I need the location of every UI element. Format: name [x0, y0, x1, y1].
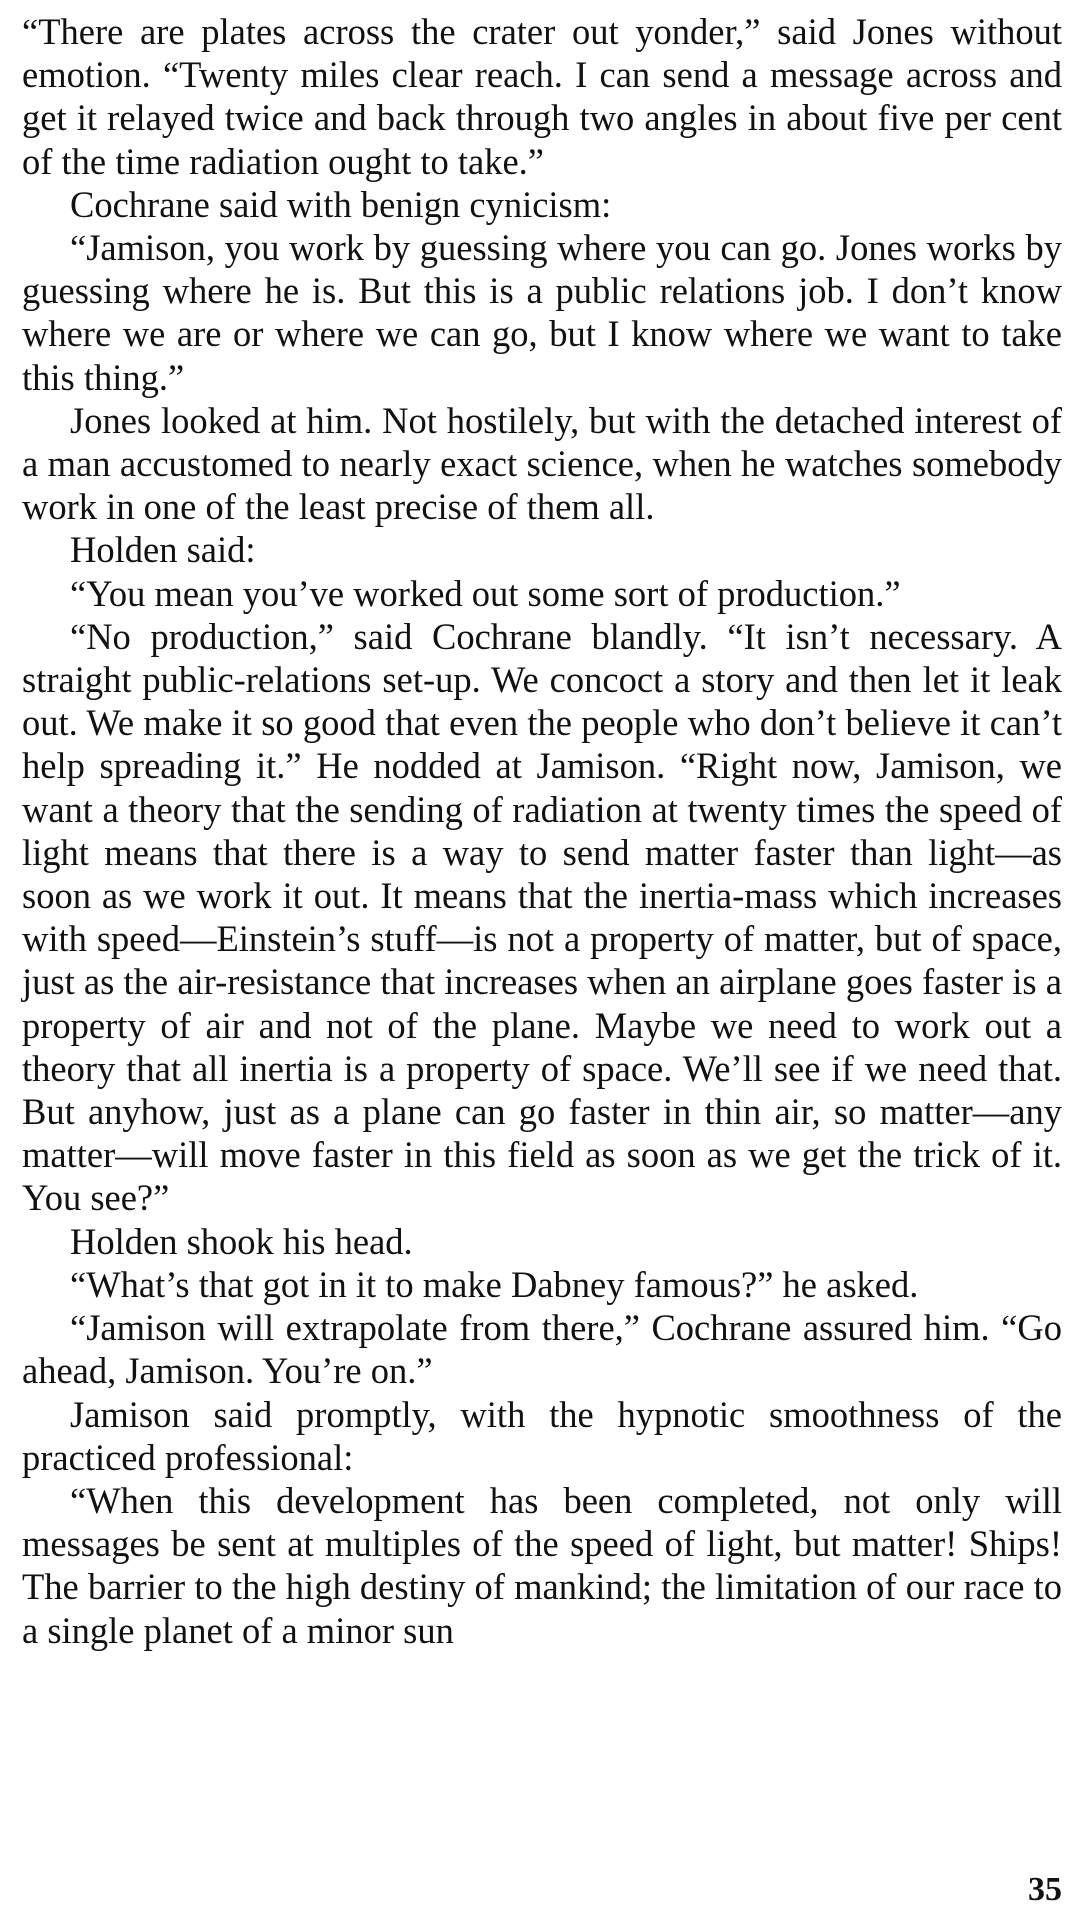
paragraph: “When this development has been completed, not only will messages be sent at multiples of the speed of light, but matter! Ships! The barrier to the high destiny of mankind; the limitation of our race to a single planet of a minor sun [22, 1479, 1062, 1651]
paragraph: “You mean you’ve worked out some sort of production.” [70, 572, 901, 614]
paragraph: Holden said: [70, 529, 256, 571]
paragraph: “What’s that got in it to make Dabney famous?” he asked. [70, 1263, 919, 1305]
paragraph: “No production,” said Cochrane blandly. “It isn’t necessary. A straight public-relations set-up. We concoct a story and then let it leak out. We make it so good that even the people who don’t believe it can’t help spreading it.” He nodded at Jamison. “Right now, Jamison, we want a theory that the sending of radiation at twenty times the speed of light means that there is a way to send matter faster than light—as soon as we work it out. It means that the inertia-mass which increases with speed—Einstein’s stuff—is not a property of matter, but of space, just as the air-resistance that increases when an airplane goes faster is a property of air and not of the plane. Maybe we need to work out a theory that all inertia is a property of space. We’ll see if we need that. But anyhow, just as a plane can go faster in thin air, so matter—any matter—will move faster in this field as soon as we get the trick of it. You see?” [22, 615, 1062, 1219]
paragraph: Jones looked at him. Not hostilely, but with the detached interest of a man accustomed to nearly exact science, when he watches somebody work in one of the least precise of them all. [22, 399, 1062, 528]
paragraph: Jamison said promptly, with the hypnotic smoothness of the practiced professional: [22, 1393, 1062, 1478]
page-number: 35 [1028, 1871, 1062, 1908]
book-page [22, 10, 1062, 1652]
paragraph: Cochrane said with benign cynicism: [70, 183, 612, 225]
paragraph: “There are plates across the crater out yonder,” said Jones without emotion. “Twenty miles clear reach. I can send a message across and get it relayed twice and back through two angles in about five per cent of the time radiation ought to take.” [22, 11, 1062, 182]
paragraph: “Jamison will extrapolate from there,” Cochrane assured him. “Go ahead, Jamison. You’re on.” [22, 1307, 1062, 1392]
paragraph: Holden shook his head. [70, 1220, 413, 1262]
paragraph: “Jamison, you work by guessing where you can go. Jones works by guessing where he is. But this is a public relations job. I don’t know where we are or where we can go, but I know where we want to take this thing.” [22, 227, 1062, 398]
